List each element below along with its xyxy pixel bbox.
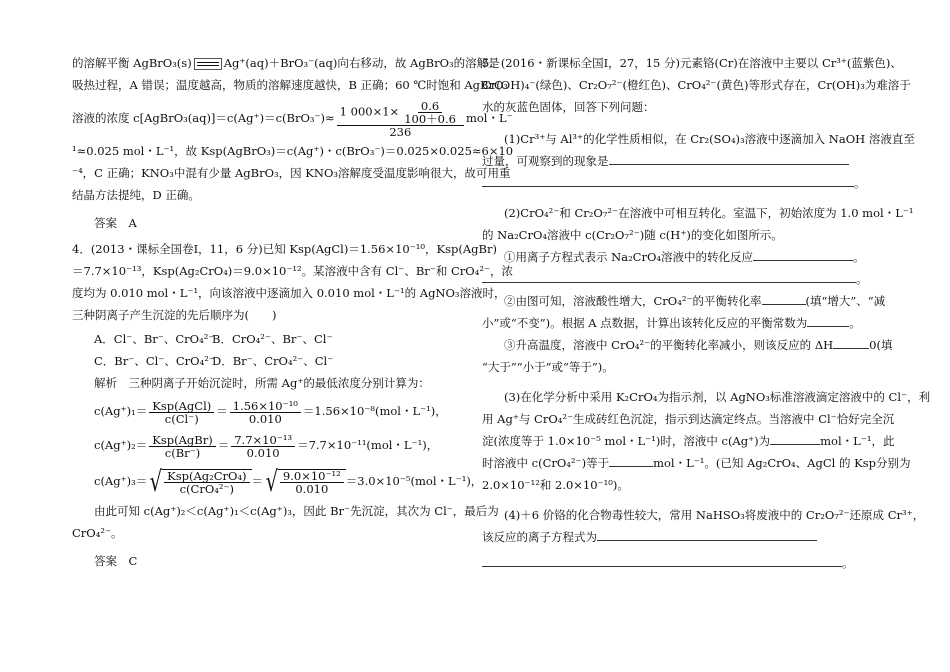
part-2c-text: ③升高温度，溶液中 CrO₄²⁻的平衡转化率减小，则该反应的 ΔH 0(填 xyxy=(504,338,893,352)
part-3-text: 淀(浓度等于 1.0×10⁻⁵ mol・L⁻¹)时，溶液中 c(Ag⁺)为 mol・L⁻¹，此 xyxy=(482,434,895,448)
part-1-text: 过量，可观察到的现象是 xyxy=(482,150,882,172)
answer-blank[interactable] xyxy=(807,314,849,327)
formula-line: 溶液的浓度 c[AgBrO₃(aq)]＝c(Ag⁺)＝c(BrO₃⁻)≈ 1 000×1× $\frac{0.6}{100+0.6}$ 236 mol・L⁻ xyxy=(72,99,513,139)
answer-blank[interactable] xyxy=(482,270,856,283)
option-row xyxy=(72,328,472,350)
part-3-text: (3)在化学分析中采用 K₂CrO₄为指示剂，以 AgNO₃标准溶液滴定溶液中的 Cl⁻，利 xyxy=(504,390,931,404)
answer-blank[interactable] xyxy=(609,152,849,165)
answer-line: 。 xyxy=(482,552,882,574)
answer-blank[interactable] xyxy=(482,554,842,567)
text-line: ¹≈0.025 mol・L⁻¹，故 Ksp(AgBrO₃)＝c(Ag⁺)・c(BrO₃⁻)＝0.025×0.025≈6×10 xyxy=(72,144,514,158)
answer-blank[interactable] xyxy=(609,454,653,467)
equilibrium-arrow-icon xyxy=(194,58,222,70)
text-line: 结晶方法提纯，D 正确。 xyxy=(72,188,200,202)
left-column xyxy=(72,52,514,572)
question-text: 三种阴离子产生沉淀的先后顺序为( ) xyxy=(72,308,277,322)
question-text: 5．(2016・新课标全国Ⅰ，27，15 分)元素铬(Cr)在溶液中主要以 Cr³⁺(蓝紫色)、 xyxy=(482,56,902,70)
equation-1: c(Ag⁺)₁＝ $\frac{\text{Ksp(AgCl)}}{c(Cl^-)}$ ＝ $\frac{\text{1.56×10⁻¹⁰}}{0.010}$ ＝1.56×10⁻⁸(mol・L⁻¹)， xyxy=(94,398,447,426)
sqrt-symbol: √ $\frac{\text{Ksp(Ag₂CrO₄)}}{\text{c(CrO₄²⁻)}}$ xyxy=(147,467,251,497)
part-2b-text: 小”或“不变”)。根据 A 点数据，计算出该转化反应的平衡常数为 。 xyxy=(482,316,861,330)
right-column xyxy=(482,52,931,574)
question-text: 水的灰蓝色固体，回答下列问题： xyxy=(482,100,655,114)
conclusion-line: 由此可知 c(Ag⁺)₂＜c(Ag⁺)₁＜c(Ag⁺)₃，因此 Br⁻先沉淀，其次为 Cl⁻，最后为 xyxy=(94,504,499,518)
part-2-text: 的 Na₂CrO₄溶液中 c(Cr₂O₇²⁻)随 c(H⁺)的变化如图所示。 xyxy=(482,228,783,242)
option-b: B．CrO₄²⁻、Br⁻、Cl⁻ xyxy=(212,332,333,346)
question-text: ＝7.7×10⁻¹³，Ksp(Ag₂CrO₄)＝9.0×10⁻¹²。某溶液中含有 Cl⁻、Br⁻和 CrO₄²⁻，浓 xyxy=(72,264,514,278)
option-row xyxy=(72,350,472,372)
answer-blank[interactable] xyxy=(762,292,806,305)
answer-line: 。 xyxy=(482,268,882,290)
option-c: C．Br⁻、Cl⁻、CrO₄²⁻ xyxy=(94,354,215,368)
question-text: 度均为 0.010 mol・L⁻¹，向该溶液中逐滴加入 0.010 mol・L⁻¹的 AgNO₃溶液时， xyxy=(72,286,506,300)
answer-blank[interactable] xyxy=(753,248,853,261)
fraction: 1 000×1× $\frac{0.6}{100+0.6}$ 236 xyxy=(337,100,464,138)
answer-line: 答案 A xyxy=(94,216,137,230)
part-2a-text: ①用离子方程式表示 Na₂CrO₄溶液中的转化反应 。 xyxy=(504,250,865,264)
part-3-text: 2.0×10⁻¹²和 2.0×10⁻¹⁰)。 xyxy=(482,478,629,492)
equation-3: c(Ag⁺)₃＝ √ $\frac{\text{Ksp(Ag₂CrO₄)}}{\text{c(CrO₄²⁻)}}$ ＝ √ $\frac{\text{9.0×10⁻¹²}}{0.010}$ ＝3.0×10⁻⁵(mol・L⁻¹)， xyxy=(94,465,483,498)
part-1-text: (1)Cr³⁺与 Al³⁺的化学性质相似，在 Cr₂(SO₄)₃溶液中逐滴加入 NaOH 溶液直至 xyxy=(504,132,915,146)
answer-line: 。 xyxy=(482,172,882,194)
text-line: 的溶解平衡 AgBrO₃(s) Ag⁺(aq)＋BrO₃⁻(aq)向右移动，故 AgBrO₃的溶解是 xyxy=(72,56,500,70)
text-line: ⁻⁴，C 正确；KNO₃中混有少量 AgBrO₃，因 KNO₃溶解度受温度影响很大，故可用重 xyxy=(72,166,511,180)
analysis-line: 解析 三种阴离子开始沉淀时，所需 Ag⁺的最低浓度分别计算为： xyxy=(94,376,430,390)
answer-blank[interactable] xyxy=(770,432,820,445)
part-4-text: 该反应的离子方程式为 xyxy=(482,526,882,548)
option-a: A．Cl⁻、Br⁻、CrO₄²⁻ xyxy=(94,332,215,346)
part-2c-text: “大于”“小于”或“等于”)。 xyxy=(482,360,614,374)
conclusion-line: CrO₄²⁻。 xyxy=(72,526,123,540)
answer-line: 答案 C xyxy=(94,554,138,568)
question-text: 4．(2013・课标全国卷Ⅰ，11，6 分)已知 Ksp(AgCl)＝1.56×10⁻¹⁰，Ksp(AgBr) xyxy=(72,242,497,256)
part-4-text: (4)＋6 价铬的化合物毒性较大，常用 NaHSO₃将废液中的 Cr₂O₇²⁻还原成 Cr³⁺， xyxy=(504,508,925,522)
part-2-text: (2)CrO₄²⁻和 Cr₂O₇²⁻在溶液中可相互转化。室温下，初始浓度为 1.0 mol・L⁻¹ xyxy=(504,206,914,220)
answer-blank[interactable] xyxy=(597,528,817,541)
text-line: 吸热过程，A 错误；温度越高，物质的溶解速度越快，B 正确；60 ℃时饱和 AgBrO₃ xyxy=(72,78,509,92)
part-3-text: 用 Ag⁺与 CrO₄²⁻生成砖红色沉淀，指示到达滴定终点。当溶液中 Cl⁻恰好完全沉 xyxy=(482,412,895,426)
answer-blank[interactable] xyxy=(833,336,869,349)
option-d: D．Br⁻、CrO₄²⁻、Cl⁻ xyxy=(212,354,334,368)
answer-blank[interactable] xyxy=(482,174,854,187)
equation-2: c(Ag⁺)₂＝ $\frac{\text{Ksp(AgBr)}}{c(Br^-)}$ ＝ $\frac{\text{7.7×10⁻¹³}}{0.010}$ ＝7.7×10⁻¹¹(mol・L⁻¹)， xyxy=(94,432,439,460)
part-2b-text: ②由图可知，溶液酸性增大，CrO₄²⁻的平衡转化率 (填“增大”、“减 xyxy=(504,294,886,308)
part-3-text: 时溶液中 c(CrO₄²⁻)等于 mol・L⁻¹。(已知 Ag₂CrO₄、AgCl 的 Ksp分别为 xyxy=(482,456,911,470)
question-text: Cr(OH)₄⁻(绿色)、Cr₂O₇²⁻(橙红色)、CrO₄²⁻(黄色)等形式存在，Cr(OH)₃为难溶于 xyxy=(482,78,911,92)
